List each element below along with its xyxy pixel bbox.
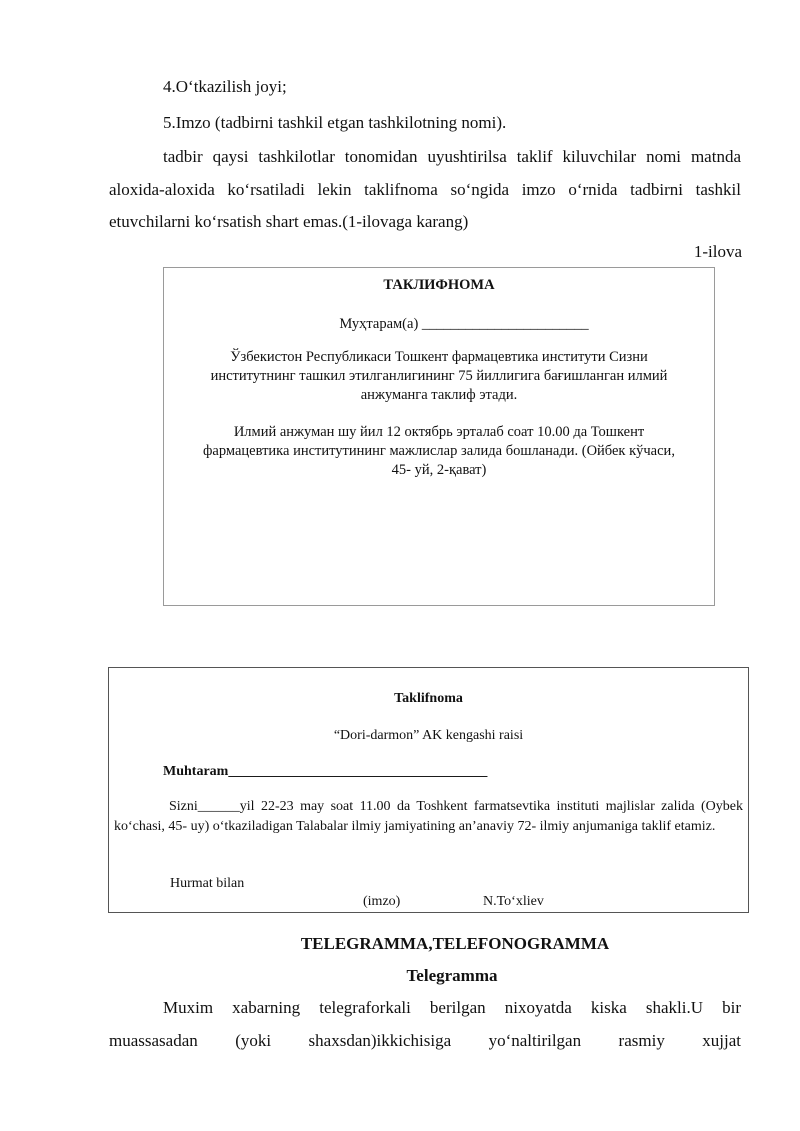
intro-paragraph-line-1: tadbir qaysi tashkilotlar tonomidan uyushtirilsa taklif kiluvchilar nomi matnda xyxy=(163,147,741,166)
invitation-latin-title: Taklifnoma xyxy=(394,691,463,706)
invitation-latin-body: Sizni______yil 22-23 may soat 11.00 da Toshkent farmatsevtika instituti majlislar zalida (Oybek ko‘chasi, 45- uy) o‘tkaziladigan Talabalar ilmiy jamiyatining an’anaviy 72- ilmiy anjumaniga taklif etamiz. xyxy=(114,799,743,834)
invitation-cyrillic-body1-line3: анжуманга таклиф этади. xyxy=(360,387,518,403)
invitation-cyrillic-addressee: Муҳтарам(а) _______________________ xyxy=(339,316,589,332)
invitation-cyrillic-body1-line1: Ўзбекистон Республикаси Тошкент фармацевтика институти Сизни xyxy=(230,349,648,365)
invitation-latin-closing: Hurmat bilan xyxy=(170,876,245,891)
invitation-cyrillic-box xyxy=(163,267,715,606)
invitation-latin-signer: N.To‘xliev xyxy=(483,894,544,909)
invitation-latin-box xyxy=(108,667,749,913)
intro-item-4: 4.O‘tkazilish joyi; xyxy=(163,77,287,96)
section-heading: TELEGRAMMA,TELEFONOGRAMMA xyxy=(300,934,610,953)
section-subheading: Telegramma xyxy=(406,966,498,985)
invitation-cyrillic-title: ТАКЛИФНОМА xyxy=(383,277,495,293)
intro-paragraph-line-2: aloxida-aloxida ko‘rsatiladi lekin taklifnoma so‘ngida imzo o‘rnida tadbirni tashkil xyxy=(109,180,741,199)
invitation-cyrillic-body2-line2: фармацевтика институтининг мажлислар залида бошланади. (Ойбек кўчаси, xyxy=(203,443,675,459)
section-paragraph-line-2: muassasadan (yoki shaxsdan)ikkichisiga yo‘naltirilgan rasmiy xujjat xyxy=(109,1031,741,1050)
invitation-latin-addressee: Muhtaram_____________________________________ xyxy=(163,764,488,779)
invitation-latin-recipient: “Dori-darmon” AK kengashi raisi xyxy=(333,728,524,743)
section-paragraph-line-1: Muxim xabarning telegraforkali berilgan nixoyatda kiska shakli.U bir xyxy=(163,998,741,1017)
invitation-cyrillic-body1-line2: институтнинг ташкил этилганлигининг 75 йиллигига бағишланган илмий xyxy=(210,368,668,384)
invitation-latin-signature: (imzo) xyxy=(363,894,401,909)
invitation-cyrillic-body2-line1: Илмий анжуман шу йил 12 октябрь эрталаб соат 10.00 да Тошкент xyxy=(233,424,645,440)
intro-paragraph-line-3: etuvchilarni ko‘rsatish shart emas.(1-ilovaga karang) xyxy=(109,212,469,231)
appendix-label: 1-ilova xyxy=(693,242,742,261)
intro-item-5: 5.Imzo (tadbirni tashkil etgan tashkilotning nomi). xyxy=(163,113,507,132)
invitation-cyrillic-body2-line3: 45- уй, 2-қават) xyxy=(391,462,487,478)
